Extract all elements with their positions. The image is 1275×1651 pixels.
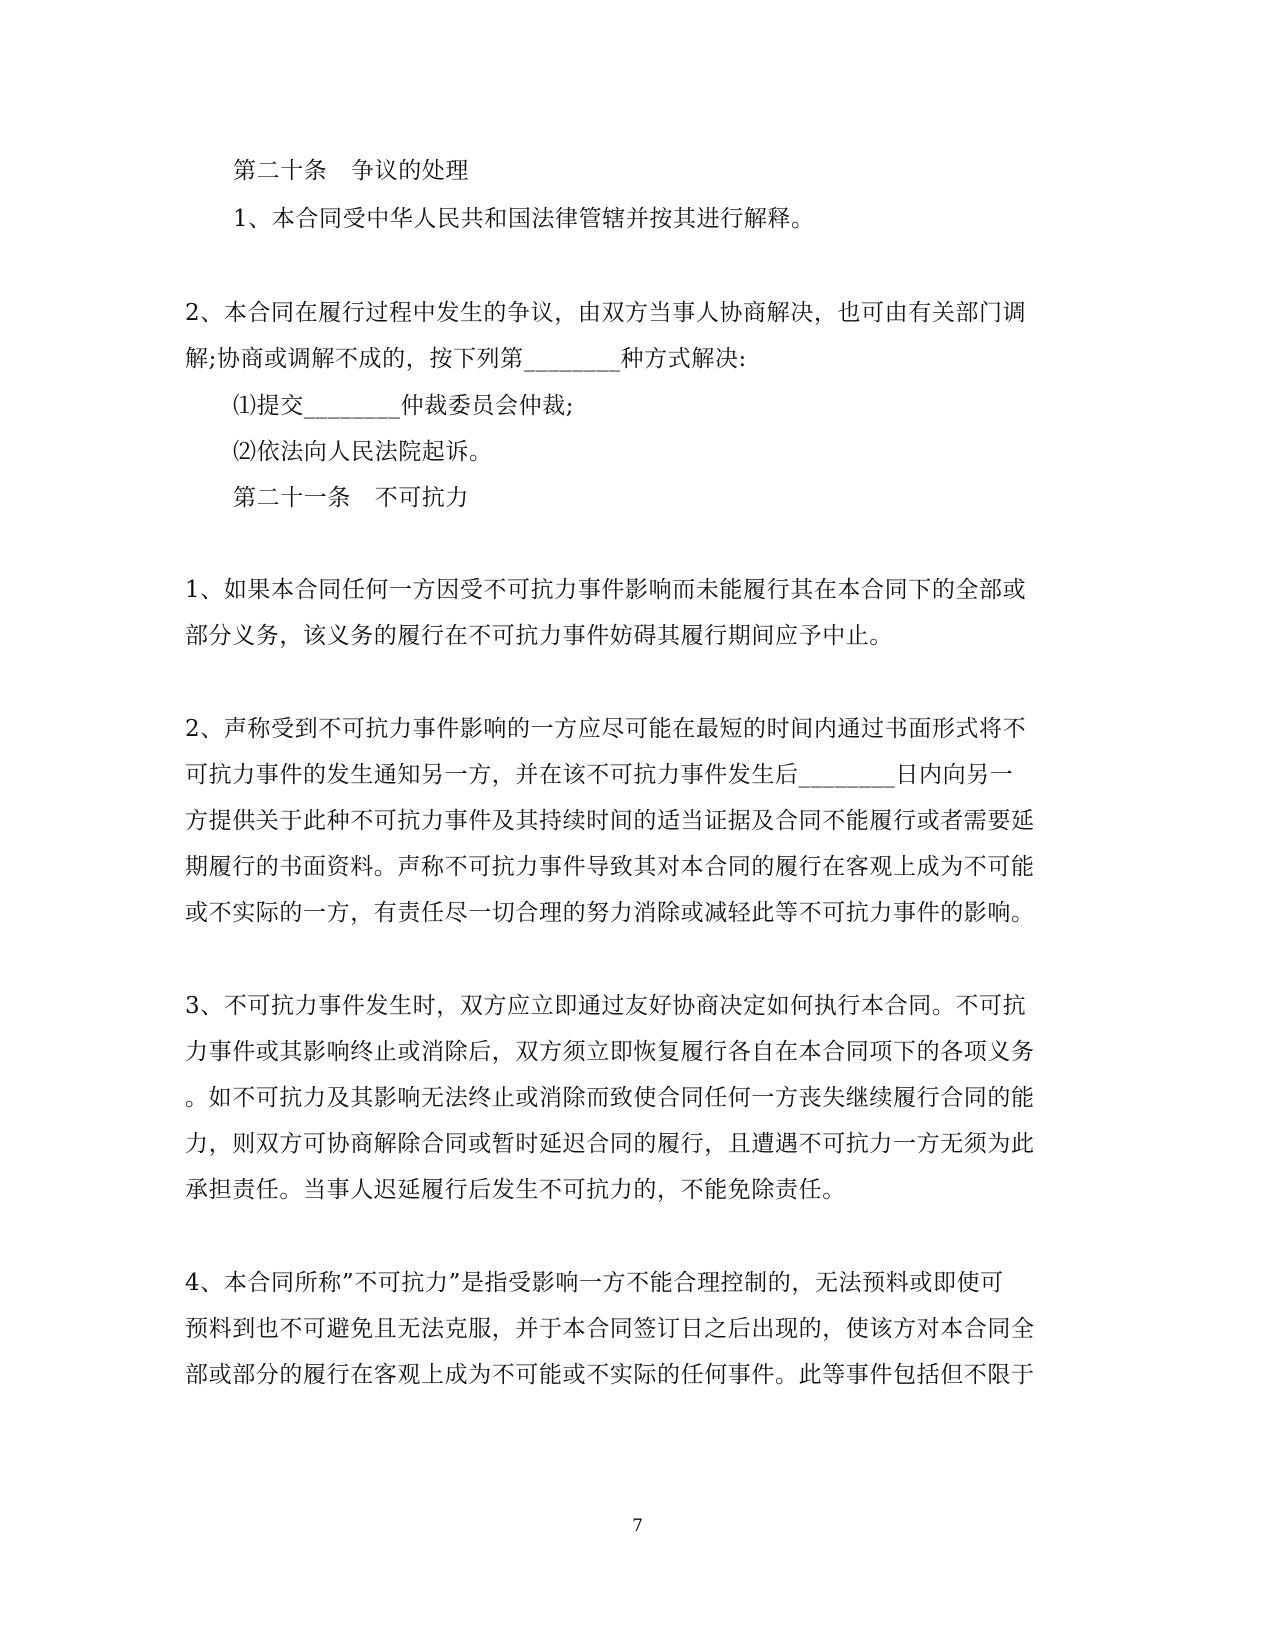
article-21-heading: 第二十一条 不可抗力 xyxy=(233,485,469,511)
article-20-clause-1: 1、本合同受中华人民共和国法律管辖并按其进行解释。 xyxy=(233,206,815,232)
article-20-clause-2-line-2: 解;协商或调解不成的，按下列第________种方式解决: xyxy=(185,346,747,372)
article-20-option-1: ⑴提交________仲裁委员会仲裁; xyxy=(233,393,575,419)
page-number: 7 xyxy=(632,1516,643,1536)
article-21-clause-1-line-1: 1、如果本合同任何一方因受不可抗力事件影响而未能履行其在本合同下的全部或 xyxy=(185,577,1027,603)
article-21-clause-3-line-3: 。如不可抗力及其影响无法终止或消除而致使合同任何一方丧失继续履行合同的能 xyxy=(185,1085,1035,1111)
article-21-clause-4-line-1: 4、本合同所称”不可抗力”是指受影响一方不能合理控制的，无法预料或即使可 xyxy=(185,1270,1004,1296)
article-21-clause-1-line-2: 部分义务，该义务的履行在不可抗力事件妨碍其履行期间应予中止。 xyxy=(185,623,893,649)
article-20-option-2: ⑵依法向人民法院起诉。 xyxy=(233,439,493,465)
article-21-clause-2-line-1: 2、声称受到不可抗力事件影响的一方应尽可能在最短的时间内通过书面形式将不 xyxy=(185,716,1027,742)
article-21-clause-2-line-2: 可抗力事件的发生通知另一方，并在该不可抗力事件发生后________日内向另一 xyxy=(185,762,1014,788)
article-21-clause-3-line-1: 3、不可抗力事件发生时，双方应立即通过友好协商决定如何执行本合同。不可抗 xyxy=(185,993,1027,1019)
article-20-clause-2-line-1: 2、本合同在履行过程中发生的争议，由双方当事人协商解决，也可由有关部门调 xyxy=(185,300,1027,326)
article-20-heading: 第二十条 争议的处理 xyxy=(233,158,469,184)
article-21-clause-2-line-5: 或不实际的一方，有责任尽一切合理的努力消除或减轻此等不可抗力事件的影响。 xyxy=(185,900,1035,926)
article-21-clause-3-line-2: 力事件或其影响终止或消除后，双方须立即恢复履行各自在本合同项下的各项义务 xyxy=(185,1039,1035,1065)
article-21-clause-3-line-5: 承担责任。当事人迟延履行后发生不可抗力的，不能免除责任。 xyxy=(185,1177,846,1203)
article-21-clause-4-line-3: 部或部分的履行在客观上成为不可能或不实际的任何事件。此等事件包括但不限于 xyxy=(185,1362,1035,1388)
article-21-clause-2-line-3: 方提供关于此种不可抗力事件及其持续时间的适当证据及合同不能履行或者需要延 xyxy=(185,808,1035,834)
article-21-clause-4-line-2: 预料到也不可避免且无法克服，并于本合同签订日之后出现的，使该方对本合同全 xyxy=(185,1316,1035,1342)
article-21-clause-2-line-4: 期履行的书面资料。声称不可抗力事件导致其对本合同的履行在客观上成为不可能 xyxy=(185,854,1035,880)
article-21-clause-3-line-4: 力，则双方可协商解除合同或暂时延迟合同的履行，且遭遇不可抗力一方无须为此 xyxy=(185,1131,1035,1157)
